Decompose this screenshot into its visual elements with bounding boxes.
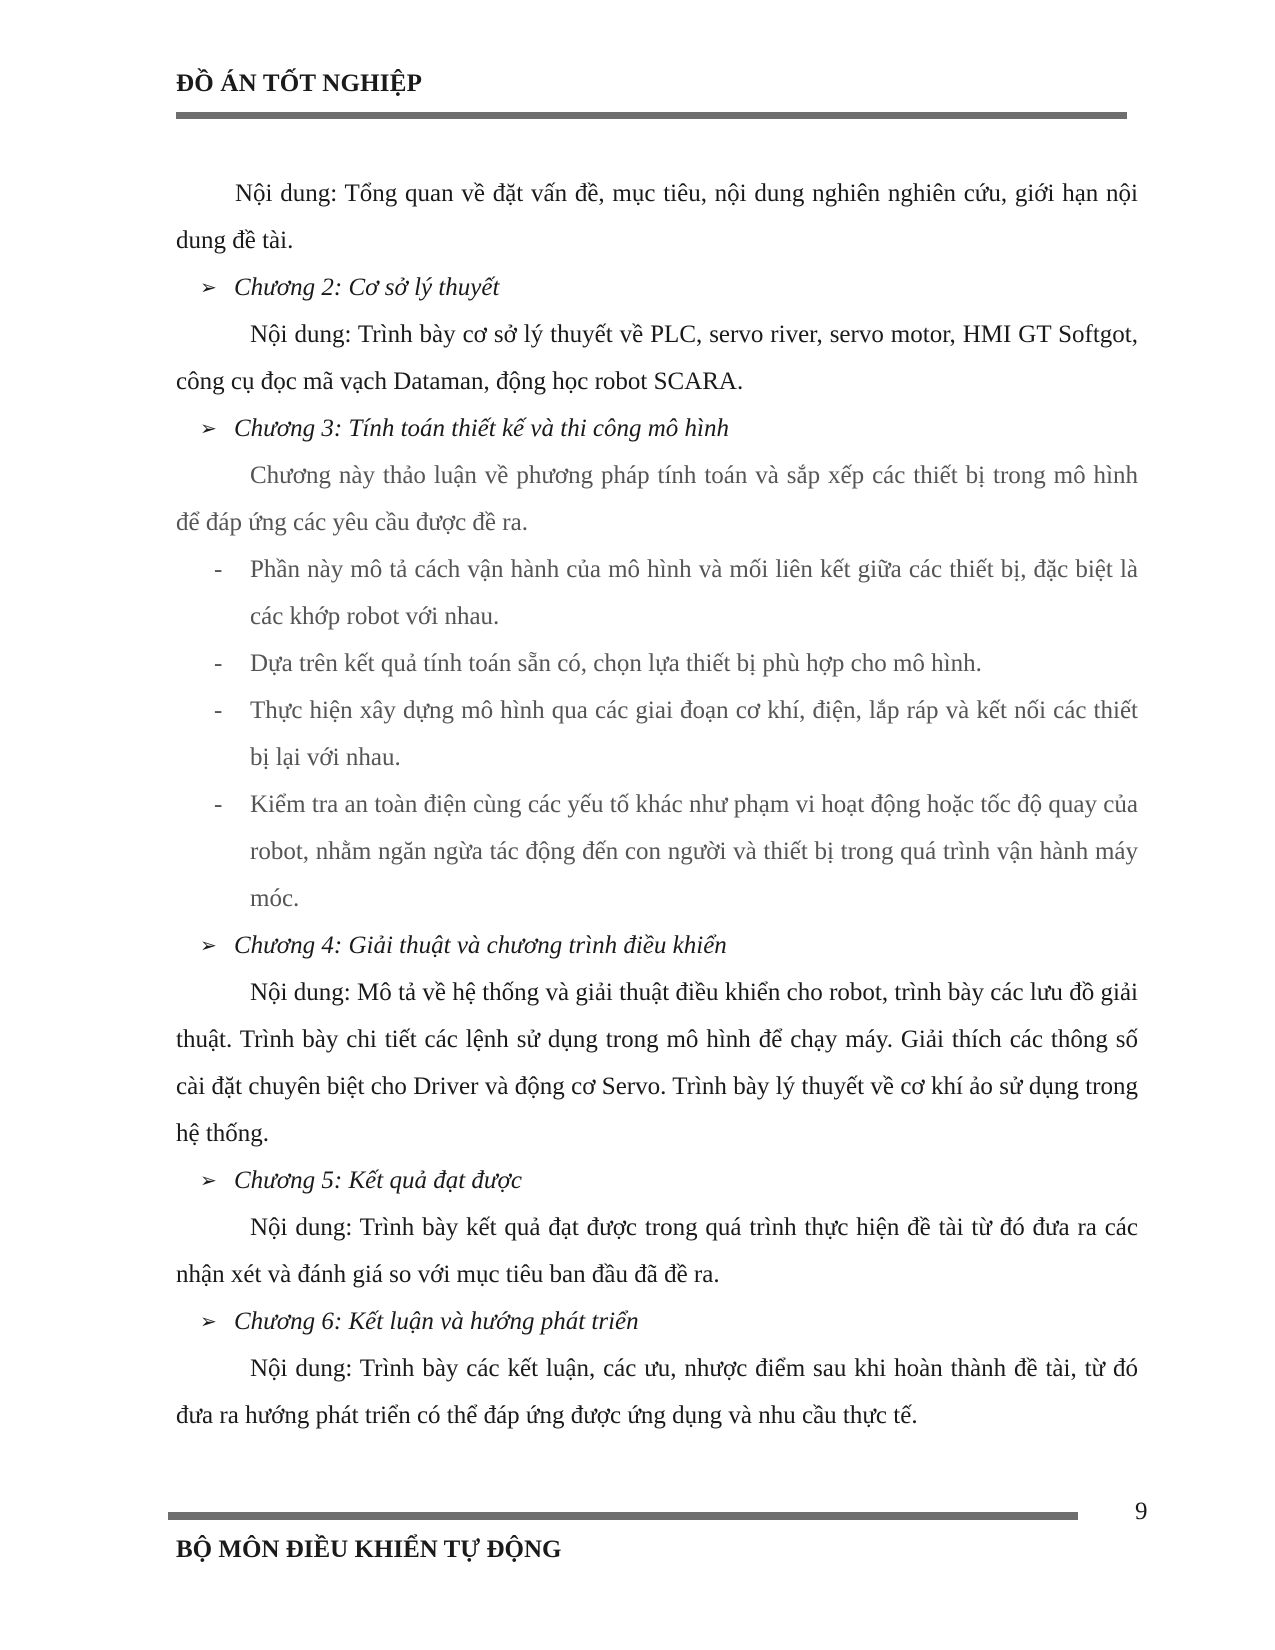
chapter-title: Chương 2: Cơ sở lý thuyết bbox=[234, 273, 500, 301]
chapter-2-body: Nội dung: Trình bày cơ sở lý thuyết về PLC, servo river, servo motor, HMI GT Softgot, công cụ đọc mã vạch Dataman, động học robot SCARA. bbox=[176, 321, 1138, 395]
chapter-title: Chương 6: Kết luận và hướng phát triển bbox=[234, 1307, 639, 1335]
chapter-title: Chương 4: Giải thuật và chương trình điều khiển bbox=[234, 931, 727, 959]
chapter-6-heading bbox=[176, 1298, 1138, 1345]
chapter-5-heading bbox=[176, 1157, 1138, 1204]
page-number: 9 bbox=[1135, 1498, 1148, 1525]
footer-rule bbox=[168, 1512, 1078, 1520]
list-item bbox=[176, 687, 1138, 781]
arrow-bullet-icon: ➢ bbox=[200, 418, 217, 440]
chapter-6-body: Nội dung: Trình bày các kết luận, các ưu, nhược điểm sau khi hoàn thành đề tài, từ đó đưa ra hướng phát triển có thể đáp ứng được ứng dụng và nhu cầu thực tế. bbox=[176, 1355, 1138, 1429]
chapter-3-body: Chương này thảo luận về phương pháp tính toán và sắp xếp các thiết bị trong mô hình để đáp ứng các yêu cầu được đề ra. bbox=[176, 462, 1138, 536]
dash-bullet-icon: - bbox=[214, 556, 223, 583]
list-item-text: Dựa trên kết quả tính toán sẵn có, chọn lựa thiết bị phù hợp cho mô hình. bbox=[250, 650, 982, 677]
list-item-text: Thực hiện xây dựng mô hình qua các giai đoạn cơ khí, điện, lắp ráp và kết nối các thiết bị lại với nhau. bbox=[250, 697, 1138, 771]
list-item-text: Phần này mô tả cách vận hành của mô hình và mối liên kết giữa các thiết bị, đặc biệt là các khớp robot với nhau. bbox=[250, 556, 1138, 630]
document-body bbox=[176, 170, 1138, 1439]
chapter-title: Chương 3: Tính toán thiết kế và thi công mô hình bbox=[234, 414, 729, 442]
list-item bbox=[176, 640, 1138, 687]
chapter-title: Chương 5: Kết quả đạt được bbox=[234, 1166, 522, 1194]
arrow-bullet-icon: ➢ bbox=[200, 935, 217, 957]
dash-bullet-icon: - bbox=[214, 697, 223, 724]
list-item bbox=[176, 546, 1138, 640]
dash-bullet-icon: - bbox=[214, 791, 223, 818]
chapter-4-body: Nội dung: Mô tả về hệ thống và giải thuật điều khiển cho robot, trình bày các lưu đồ giải thuật. Trình bày chi tiết các lệnh sử dụng trong mô hình để chạy máy. Giải thích các thông số cài đặt chuyên biệt cho Driver và động cơ Servo. Trình bày lý thuyết về cơ khí ảo sử dụng trong hệ thống. bbox=[176, 979, 1138, 1147]
chapter-3-heading bbox=[176, 405, 1138, 452]
page-header-title: ĐỒ ÁN TỐT NGHIỆP bbox=[176, 70, 423, 97]
header-rule bbox=[176, 112, 1127, 119]
chapter-5-body: Nội dung: Trình bày kết quả đạt được trong quá trình thực hiện đề tài từ đó đưa ra các nhận xét và đánh giá so với mục tiêu ban đầu đã đề ra. bbox=[176, 1214, 1138, 1288]
arrow-bullet-icon: ➢ bbox=[200, 277, 217, 299]
chapter-4-heading bbox=[176, 922, 1138, 969]
arrow-bullet-icon: ➢ bbox=[200, 1311, 217, 1333]
list-item bbox=[176, 781, 1138, 922]
list-item-text: Kiểm tra an toàn điện cùng các yếu tố khác như phạm vi hoạt động hoặc tốc độ quay của robot, nhằm ngăn ngừa tác động đến con người và thiết bị trong quá trình vận hành máy móc. bbox=[250, 791, 1138, 912]
chapter-2-heading bbox=[176, 264, 1138, 311]
intro-paragraph: Nội dung: Tổng quan về đặt vấn đề, mục tiêu, nội dung nghiên nghiên cứu, giới hạn nội dung đề tài. bbox=[176, 180, 1138, 254]
arrow-bullet-icon: ➢ bbox=[200, 1170, 217, 1192]
dash-bullet-icon: - bbox=[214, 650, 223, 677]
footer-department: BỘ MÔN ĐIỀU KHIỂN TỰ ĐỘNG bbox=[176, 1536, 562, 1563]
